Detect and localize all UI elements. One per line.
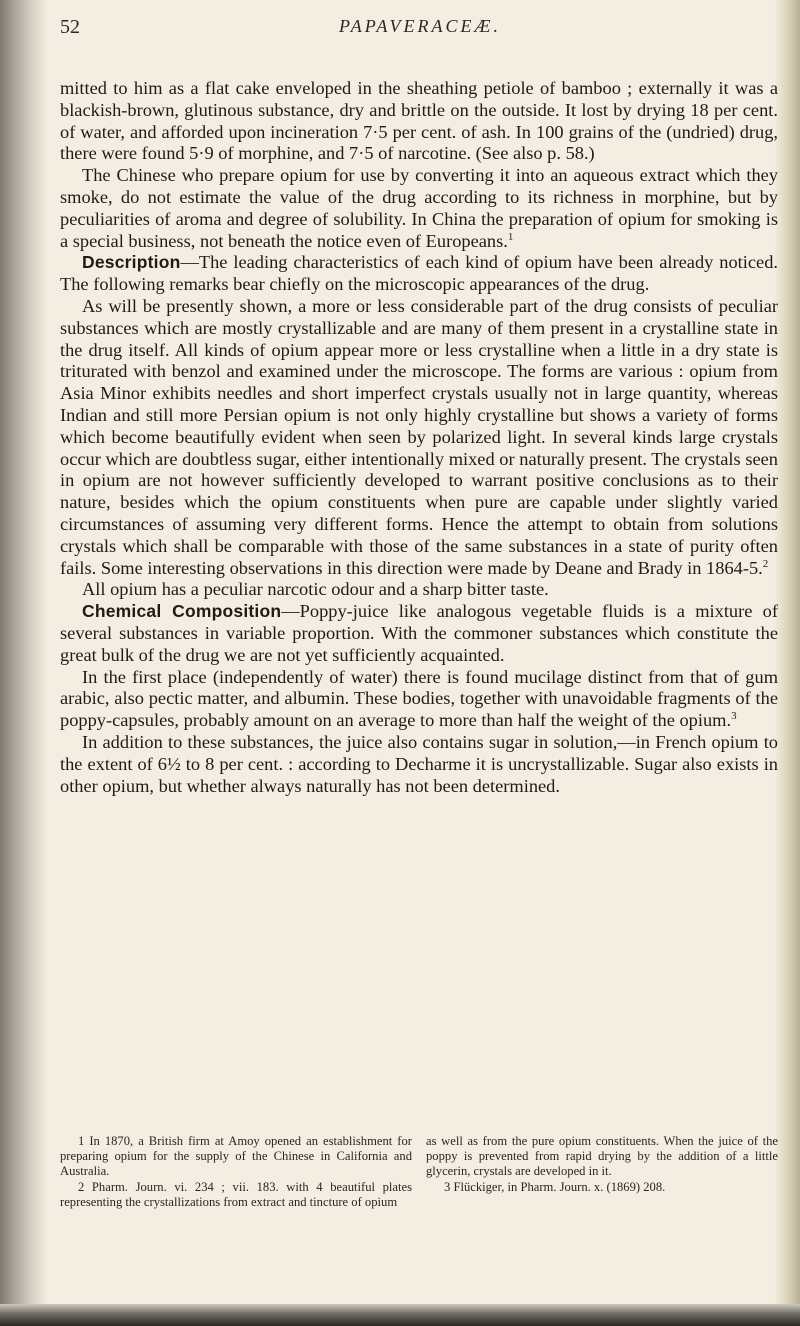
running-head: PAPAVERACEÆ. <box>339 16 501 36</box>
page-gutter-shadow <box>0 0 48 1326</box>
footnote-2-continued: as well as from the pure opium constituents. When the juice of the poppy is prevented from rapid drying by the addition of a little glycerin, crystals are developed in it. <box>426 1134 778 1179</box>
body-text <box>60 78 778 797</box>
footnote-ref-2: 2 <box>762 557 769 570</box>
chemical-composition-heading: Chemical Composition <box>82 601 282 622</box>
paragraph-2: The Chinese who prepare opium for use by converting it into an aqueous extract which they smoke, do not estimate the value of the drug according to its richness in morphine, but by peculiarities of aroma and degree of solubility. In China the preparation of opium for smoking is a special business, not beneath the notice even of Europeans.$^1$ <box>60 165 778 251</box>
paragraph-4: As will be presently shown, a more or less considerable part of the drug consists of peculiar substances which are mostly crystallizable and are many of them present in a crystalline state in the drug itself. All kinds of opium appear more or less crystalline when a little in a dry state is triturated with benzol and examined under the microscope. The forms are various : opium from Asia Minor exhibits needles and short imperfect crystals usually not in large quantity, whereas Indian and still more Persian opium is not only highly crystalline but shows a variety of forms which become beautifully evident when seen by polarized light. In several kinds large crystals occur which are doubtless sugar, either intentionally mixed or naturally present. The crystals seen in opium are not however sufficiently developed to warrant positive conclusions as to their nature, besides which the opium constituents when pure are capable under slightly varied circumstances of assuming very different forms. Hence the attempt to obtain from solutions crystals which shall be comparable with those of the same substances in a state of purity often fails. Some interesting observations in this direction were made by Deane and Brady in 1864-5.$^2$ <box>60 295 778 578</box>
footnote-1: 1 In 1870, a British firm at Amoy opened an establishment for preparing opium for the supply of the Chinese in California and Australia. <box>60 1134 412 1179</box>
paragraph-7: In the first place (independently of water) there is found mucilage distinct from that of gum arabic, also pectic matter, and albumin. These bodies, together with unavoidable fragments of the poppy-capsules, probably amount on an average to more than half the weight of the opium.$^3$ <box>60 666 778 731</box>
page-bottom-edge <box>0 1304 800 1326</box>
paragraph-description: Description—The leading characteristics of each kind of opium have been already noticed. The following remarks bear chiefly on the microscopic appearances of the drug. <box>60 252 778 295</box>
footnotes-right-column <box>426 1134 778 1210</box>
footnotes-left-column <box>60 1134 412 1210</box>
paragraph-chemical: Chemical Composition—Poppy-juice like analogous vegetable fluids is a mixture of several substances in variable proportion. With the commoner substances which constitute the great bulk of the drug we are not yet sufficiently acquainted. <box>60 601 778 665</box>
footnotes <box>60 1134 778 1210</box>
footnote-ref-3: 3 <box>731 709 737 722</box>
paragraph-1: mitted to him as a flat cake enveloped in the sheathing petiole of bamboo ; externally it was a blackish-brown, glutinous substance, dry and brittle on the outside. It lost by drying 18 per cent. of water, and afforded upon incineration 7·5 per cent. of ash. In 100 grains of the (undried) drug, there were found 5·9 of morphine, and 7·5 of narcotine. (See also p. 58.) <box>60 78 778 164</box>
footnote-ref-1: 1 <box>507 230 514 243</box>
paragraph-8: In addition to these substances, the juice also contains sugar in solution,—in French opium to the extent of 6½ to 8 per cent. : according to Decharme it is uncrystallizable. Sugar also exists in other opium, but whether always naturally has not been determined. <box>60 731 778 796</box>
description-heading: Description <box>82 252 181 273</box>
footnote-2: 2 Pharm. Journ. vi. 234 ; vii. 183. with 4 beautiful plates representing the crystallizations from extract and tincture of opium <box>60 1179 412 1209</box>
page-header <box>60 16 780 50</box>
page-number: 52 <box>60 16 80 38</box>
paragraph-5: All opium has a peculiar narcotic odour and a sharp bitter taste. <box>82 579 549 600</box>
footnote-3: 3 Flückiger, in Pharm. Journ. x. (1869) 208. <box>444 1179 666 1194</box>
